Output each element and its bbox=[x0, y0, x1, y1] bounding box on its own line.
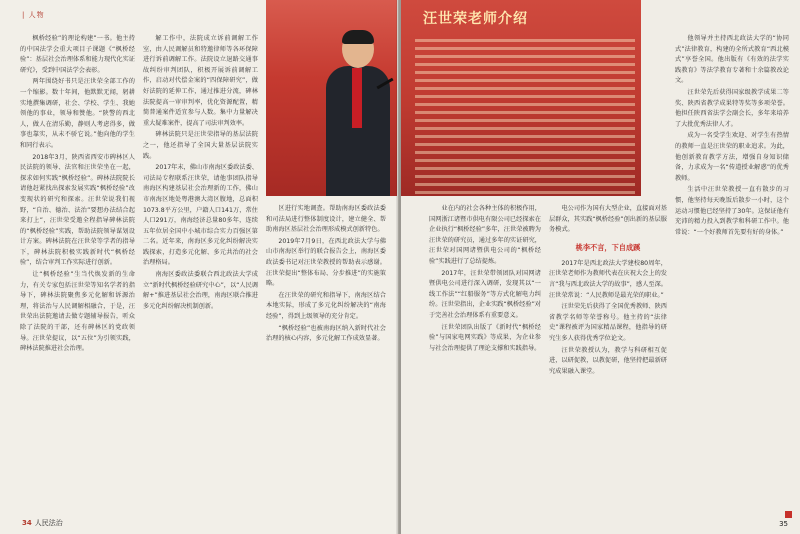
right-column-2 bbox=[549, 204, 667, 514]
right-folio bbox=[779, 520, 788, 528]
page-number: 34 bbox=[22, 519, 32, 527]
right-column-3 bbox=[675, 34, 789, 514]
left-column-2 bbox=[143, 34, 258, 514]
banner-photo-right-half bbox=[401, 0, 641, 196]
paragraph: 成为一名受学生欢迎、对学生有热情的教师一直是汪世荣的职业追求。为此，他创新教育教学方法，增强自身知识储备，力求成为一名“传道授业解惑”的优秀教师。 bbox=[675, 132, 789, 182]
paragraph: “枫桥经验”也被南海区纳入新时代社会治理的核心内容，多元化解工作成效显著。 bbox=[266, 324, 386, 343]
paragraph: 2017年，汪世荣带领团队对国网诸暨供电公司进行深入调研，发现其以“一线工作法”“红船服务”等方式化解电力纠纷。汪世荣指出，企业实践“枫桥经验”对于完善社会治理体系有重要意义。 bbox=[429, 269, 541, 319]
left-folio bbox=[22, 518, 63, 528]
paragraph: 两年围绕好书只是汪世荣全部工作的一个缩影。数十年间，他默默无闻，躬耕实地撰集调研，社会、学校、学生、我她领他的事业，领导和赞他。“陕警的西北人，做人在清乐勤，静则人考虑得多，做事也靠实，从未不骄它说。”他向他的学生和同行表示。 bbox=[20, 78, 135, 149]
paragraph: 南海区委政法委联合西北政法大学成立“新时代枫桥经验研究中心”，以“人民调解+”推进基层社会治理，南海区联合推进多元化纠纷解决机制创新。 bbox=[143, 271, 258, 310]
left-page bbox=[0, 0, 398, 534]
left-column-3 bbox=[266, 204, 386, 514]
paragraph: 汪世荣先后获得了全国优秀教师、陕西省教学名师等荣誉称号。他主持的“法律史”课程被评为国家精品课程，他指导的研究生多人获得优秀学位论文。 bbox=[549, 303, 667, 342]
paragraph: 生活中汪世荣教授一直有散步的习惯，他坚持每天晚饭后散步一小时，这个运动习惯他已经坚持了30年。这保证他有充沛的精力投入到教学和科研工作中。他常说：“一个好教师首先要有好的身体。” bbox=[675, 186, 789, 236]
paragraph: 枫桥经验”的理论构建”一书。他主持的中国法学会重大项目子课题《“枫桥经验”：基层社会治理体系和能力现代化实证研究》，受到中国法学会表彰。 bbox=[20, 35, 135, 74]
section-tag: | 人物 bbox=[22, 11, 45, 19]
paragraph: 让“枫桥经验”生当代焕发新的生命力，有关专家包括汪世荣等知名学者的指导下，碑林法院聚焦多元化解和诉源治理，将法治与人民调解相融合，于是，汪世荣出法院邀请去做专题辅导报告，听众除了法院的干部，还有碑林区的党政领导。汪世荣提议，以“五位”为引领实践，碑林法院推进社会治理。 bbox=[20, 271, 135, 353]
end-mark-icon bbox=[785, 511, 792, 518]
paragraph: 汪世荣教授认为，教学与科研相互促进，以研促教，以教促研，他坚持把最新研究成果融入课堂。 bbox=[549, 346, 667, 375]
left-column-1 bbox=[20, 34, 135, 514]
page-number: 35 bbox=[779, 520, 788, 528]
paragraph: 他领导并主持西北政法大学的“协同式”法律教育，构建的全所式教育“西北模式”享誉全国。他出版有《有效的法学实践教育》等法学教育专著和十余篇教改论文。 bbox=[675, 35, 789, 85]
section-subhead: 桃李不言，下自成蹊 bbox=[575, 242, 641, 252]
paragraph: 2018年3月，陕西省西安市碑林区人民法院的领导、法官和汪世荣坐在一起，探求如何实践“枫桥经验”。碑林法院院长请他赶紧找出探索发展实践“枫桥经验”改变现状的研究和探索。汪世荣说我们视野，“自治、德治、法治”要想办法结合起来打上”，汪世荣受邀全程指导碑林法院的“枫桥经验”实践，帮助法院领导谋划设计方案。碑林法院在汪世荣等学者的指导下，碑林法院积极实践新时代“枫桥经验”，结合审判工作实际进行创新。 bbox=[20, 153, 135, 267]
paragraph: 2017年末，佛山市南海区委政法委、司法局专程联系汪世荣，请他事团队指导南海区构建基层社会治理新的工作，佛山市南海区地处粤港澳大湾区腹地，总面积1073.8平方公里，户籍人口141万，常住人口291万，南海经济总量80多年，连续五年位居全国中小城市综合实力百强区第二名。近年来，南海区多元化纠纷解决实践探索，打造多元化解、多元共治的社会治理格局。 bbox=[143, 164, 258, 267]
paragraph: 电公司作为国有大型企业，直接面对基层群众，其实践“枫桥经验”创出新的基层服务模式。 bbox=[549, 205, 667, 234]
paragraph: 业在内的社会各种主体的积极作用，国网浙江诸暨市供电有限公司已经探索在企业执行“枫桥经验”多年，汪世荣被聘为汪世荣的研究员，通过多年的实证研究，汪世荣对国网诸暨供电公司的“枫桥经验”实践进行了总结提炼。 bbox=[429, 205, 541, 265]
paragraph: 碑林法院只是汪世荣指导的基层法院之一，他还指导了全国大量基层法院实践。 bbox=[143, 131, 258, 160]
banner-text-lines bbox=[415, 34, 635, 196]
speaker-tie bbox=[352, 68, 362, 128]
paragraph: 2019年7月9日，在西北政法大学与佛山市南海区举行的联合报告会上，南海区委政法委书记对汪世荣教授的帮助表示感谢。汪世荣提出“整体布局、分步推进”的实施策略。 bbox=[266, 237, 386, 288]
paragraph: 汪世荣团队出版了《新时代“枫桥经验”与国家电网实践》等成果，为企业参与社会治理提供了理论支撑和实践指导。 bbox=[429, 323, 541, 352]
paragraph: 解工作中，法院成立诉前调解工作室，由人民调解员和特邀律师等各环保障进行诉前调解工作。法院设立退路交通事故纠纷审判团队，积极开展诉前调解工作，启动对代偿金案的“四保障研究”，做好法院的延伸工作，通过推进分流，碑林法院提高一审审判率，优化资源配置，精简普通案件适宜参与人数。集中力量解决重大疑难案件，提高了司法审判效率。 bbox=[143, 35, 258, 127]
paragraph: 汪世荣先后获得国家级教学成果二等奖、陕西省教学成果特等奖等多项荣誉。他担任陕西省法学会副会长，多年来培养了大批优秀法律人才。 bbox=[675, 88, 789, 128]
speaker-photo-left-half bbox=[266, 0, 397, 196]
speaker-figure bbox=[336, 30, 397, 196]
right-page bbox=[401, 0, 800, 534]
speaker-hair bbox=[342, 30, 374, 44]
banner-title: 汪世荣老师介绍 bbox=[423, 11, 528, 27]
paragraph: 在汪世荣的研究和指导下，南海区结合本地实际，形成了多元化纠纷解决的“南海经验”，得到上级领导的充分肯定。 bbox=[266, 291, 386, 320]
magazine-title: 人民法治 bbox=[34, 519, 63, 527]
paragraph: 2017年是西北政法大学建校80周年，汪世荣老师作为教师代表在庆祝大会上的发言“我与西北政法大学的故事”，感人至深。汪世荣常说：“人民教师是最光荣的职业。” bbox=[549, 259, 667, 299]
paragraph: 区进行实地调查。帮助南海区委政法委和司法局进行整体制度设计，建立健全、帮助南海区基层社会治理形成模式创新特色。 bbox=[266, 205, 386, 234]
right-column-1 bbox=[429, 204, 541, 514]
